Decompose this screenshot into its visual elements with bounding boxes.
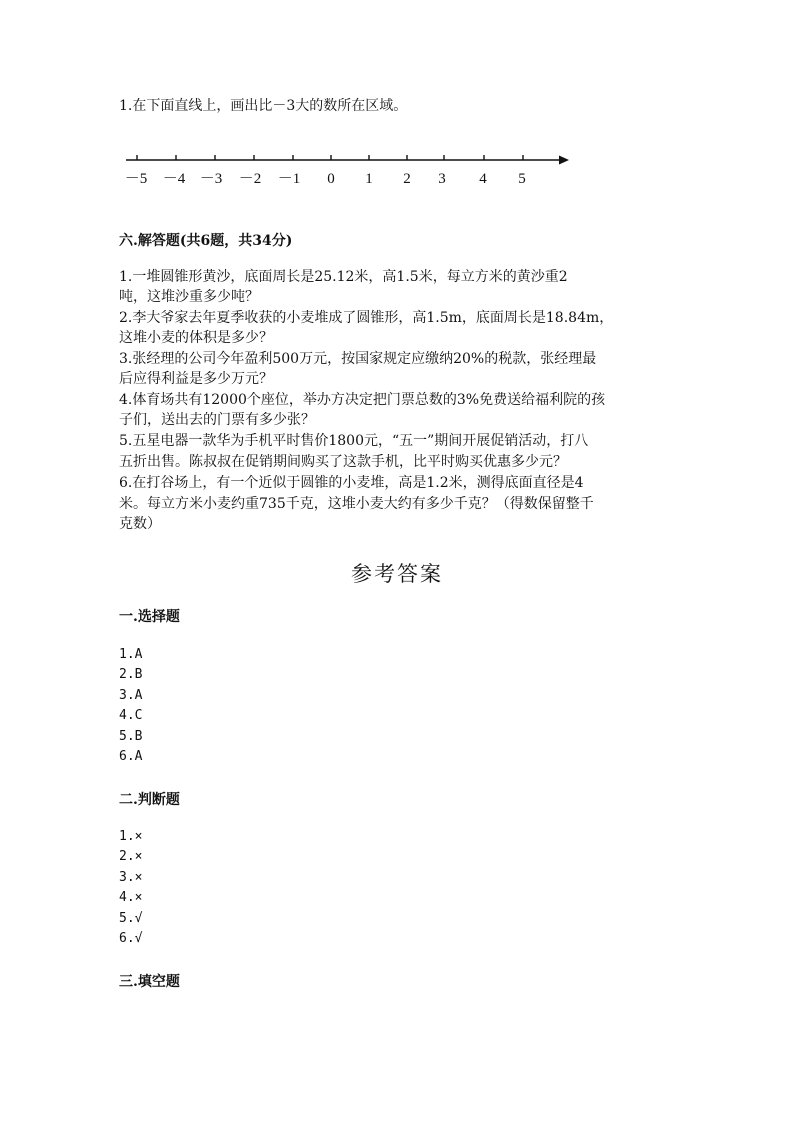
- section6-line: 子们，送出去的门票有多少张？: [119, 412, 315, 428]
- number-line-label: 3: [438, 171, 446, 187]
- judge-answer: 4.×: [119, 890, 143, 905]
- section6-line: 4.体育场共有12000个座位，举办方决定把门票总数的3%免费送给福利院的孩: [119, 392, 606, 408]
- answers-title: 参考答案: [351, 562, 443, 586]
- number-line-label: －1: [277, 171, 301, 187]
- section6-line: 6.在打谷场上，有一个近似于圆锥的小麦堆，高是1.2米，测得底面直径是4: [119, 475, 584, 491]
- number-line-label: 4: [479, 171, 487, 187]
- choice-answer: 2.B: [119, 667, 143, 682]
- section6-heading: 六.解答题(共6题，共34分): [119, 233, 293, 249]
- section6-line: 后应得利益是多少万元？: [119, 371, 273, 387]
- section6-line: 1.一堆圆锥形黄沙，底面周长是25.12米，高1.5米，每立方米的黄沙重2: [119, 269, 568, 285]
- judge-answer: 6.√: [119, 931, 143, 946]
- judge-heading: 二.判断题: [119, 792, 180, 808]
- judge-answer: 3.×: [119, 870, 143, 885]
- section6-line: 米。每立方米小麦约重735千克，这堆小麦大约有多少千克？（得数保留整千: [119, 496, 594, 512]
- choice-answer: 3.A: [119, 688, 143, 703]
- judge-answer: 2.×: [119, 849, 143, 864]
- section6-line: 5.五星电器一款华为手机平时售价1800元，“五一”期间开展促销活动，打八: [119, 433, 589, 449]
- choice-answer: 6.A: [119, 749, 143, 764]
- fill-question-text: 1.在下面直线上，画出比－3大的数所在区域。: [119, 98, 408, 114]
- number-line-label: －2: [238, 171, 262, 187]
- section6-line: 2.李大爷家去年夏季收获的小麦堆成了圆锥形，高1.5m，底面周长是18.84m，: [119, 310, 614, 326]
- section6-line: 吨，这堆沙重多少吨？: [119, 289, 259, 305]
- section6-line: 克数）: [119, 516, 161, 532]
- choice-answer: 1.A: [119, 647, 143, 662]
- choice-answer: 5.B: [119, 729, 143, 744]
- fill-heading: 三.填空题: [119, 974, 180, 990]
- number-line-arrow: [559, 156, 569, 165]
- choice-answer: 4.C: [119, 708, 143, 723]
- number-line-label: 5: [518, 171, 526, 187]
- number-line-label: －5: [124, 171, 148, 187]
- number-line: [0, 0, 794, 200]
- section6-line: 五折出售。陈叔叔在促销期间购买了这款手机，比平时购买优惠多少元？: [119, 454, 567, 470]
- judge-answer: 5.√: [119, 911, 143, 926]
- number-line-label: 0: [327, 171, 335, 187]
- number-line-label: 2: [403, 171, 411, 187]
- judge-answer: 1.×: [119, 829, 143, 844]
- section6-line: 3.张经理的公司今年盈利500万元，按国家规定应缴纳20%的税款，张经理最: [119, 351, 597, 367]
- number-line-label: －4: [162, 171, 186, 187]
- number-line-label: 1: [365, 171, 373, 187]
- section6-line: 这堆小麦的体积是多少？: [119, 330, 273, 346]
- choice-heading: 一.选择题: [119, 609, 180, 625]
- number-line-label: －3: [199, 171, 223, 187]
